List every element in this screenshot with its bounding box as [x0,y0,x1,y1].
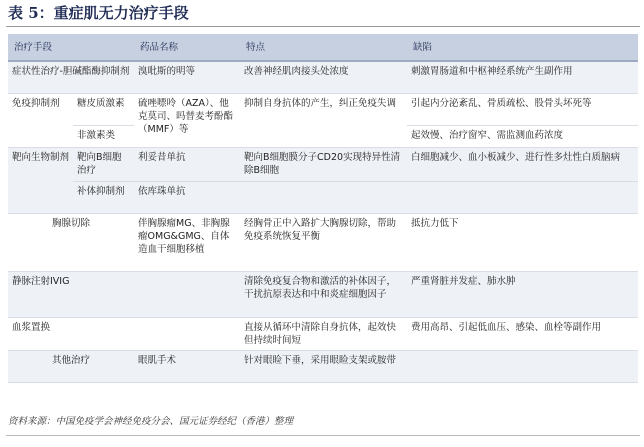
cell-method: 免疫抑制剂 [8,93,73,147]
table-row [8,93,638,125]
table-row [8,213,638,271]
cell-drug: 溴吡斯的明等 [134,61,240,93]
cell-drug: 依库珠单抗 [134,181,240,213]
table-row [8,317,638,350]
table-title: 表 5：重症肌无力治疗手段 [8,4,189,22]
header-drug: 药品名称 [134,34,240,61]
table-row [8,271,638,317]
cell-drawbacks: 引起内分泌紊乱、骨质疏松、股骨头坏死等 [407,93,638,125]
bottom-divider [6,435,640,436]
cell-method: 胸腺切除 [8,213,134,271]
table-header-row [8,34,638,61]
table-row [8,181,638,213]
header-drawbacks: 缺陷 [407,34,638,61]
cell-drawbacks [407,181,638,213]
cell-drawbacks [407,350,638,382]
cell-drawbacks: 刺激胃肠道和中枢神经系统产生副作用 [407,61,638,93]
cell-submethod: 靶向B细胞治疗 [73,147,134,181]
cell-drawbacks: 费用高昂、引起低血压、感染、血栓等副作用 [407,317,638,350]
cell-method: 血浆置换 [8,317,134,350]
cell-features [240,181,407,213]
cell-submethod: 补体抑制剂 [73,181,134,213]
cell-features: 靶向B细胞膜分子CD20实现特异性清除B细胞 [240,147,407,181]
cell-drug [134,317,240,350]
cell-features: 针对眼睑下垂，采用眼睑支架或胺带 [240,350,407,382]
cell-drug [134,271,240,317]
cell-features: 抑制自身抗体的产生，纠正免疫失调 [240,93,407,147]
cell-features: 直接从循环中清除自身抗体，起效快但持续时间短 [240,317,407,350]
cell-drug: 硫唑嘌呤（AZA）、他克莫司、吗替麦考酚酯（MMF）等 [134,93,240,147]
cell-method: 静脉注射IVIG [8,271,134,317]
cell-drug: 眼肌手术 [134,350,240,382]
table-row [8,61,638,93]
cell-drug: 伴胸腺瘤MG、非胸腺瘤OMG&GMG、自体造血干细胞移植 [134,213,240,271]
cell-submethod: 非激素类 [73,125,134,147]
cell-drawbacks: 起效慢、治疗窗窄、需监测血药浓度 [407,125,638,147]
cell-features: 清除免疫复合物和激活的补体因子，干扰抗原表达和中和炎症细胞因子 [240,271,407,317]
source-note: 资料来源：中国免疫学会神经免疫分会、国元证券经纪（香港）整理 [8,416,294,427]
table-row [8,350,638,382]
cell-drawbacks: 严重肾脏并发症、肺水肿 [407,271,638,317]
cell-drawbacks: 抵抗力低下 [407,213,638,271]
cell-features: 改善神经肌肉接头处浓度 [240,61,407,93]
treatment-table-wrapper [8,34,638,383]
title-divider [6,26,640,27]
cell-submethod: 糖皮质激素 [73,93,134,125]
cell-drawbacks: 白细胞减少、血小板减少、进行性多灶性白质脑病 [407,147,638,181]
cell-method: 其他治疗 [8,350,134,382]
header-method: 治疗手段 [8,34,134,61]
cell-features: 经胸骨正中入路扩大胸腺切除，帮助免疫系统恢复平衡 [240,213,407,271]
cell-method: 症状性治疗-胆碱酯酶抑制剂 [8,61,134,93]
cell-drug: 利妥昔单抗 [134,147,240,181]
treatment-table [8,34,638,383]
table-row [8,147,638,181]
cell-method: 靶向生物制剂 [8,147,73,213]
header-features: 特点 [240,34,407,61]
